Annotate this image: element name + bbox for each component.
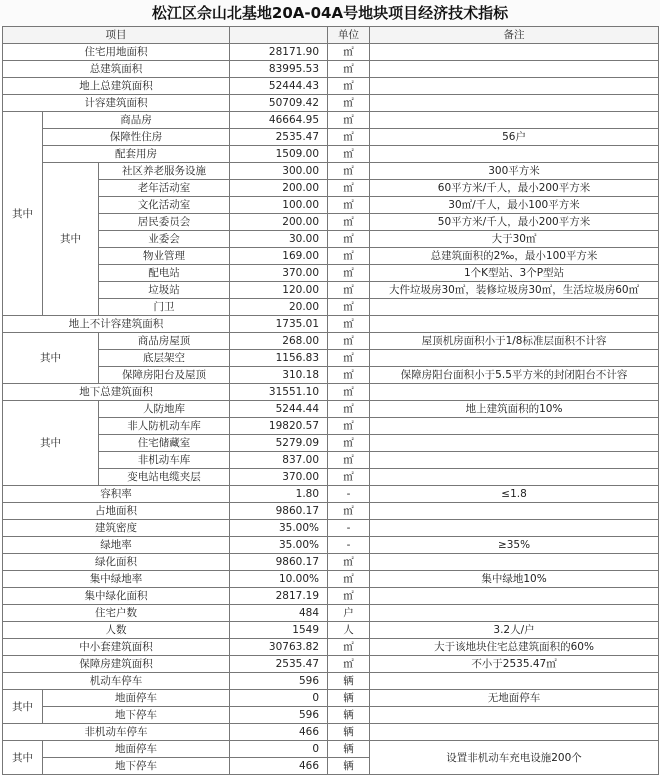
table-row xyxy=(3,486,659,503)
table-row xyxy=(3,520,659,537)
table-row xyxy=(3,452,659,469)
table-row xyxy=(3,78,659,95)
value-cell: 310.18 xyxy=(230,367,328,384)
table-row xyxy=(3,333,659,350)
item-cell: 地下停车 xyxy=(43,758,230,775)
table-row xyxy=(3,554,659,571)
item-cell: 住宅储藏室 xyxy=(99,435,230,452)
note-cell: 总建筑面积的2‰，最小100平方米 xyxy=(370,248,659,265)
table-row xyxy=(3,231,659,248)
unit-cell: ㎡ xyxy=(328,231,370,248)
note-cell xyxy=(370,95,659,112)
unit-cell: ㎡ xyxy=(328,367,370,384)
unit-cell: ㎡ xyxy=(328,503,370,520)
table-row xyxy=(3,537,659,554)
item-cell: 绿化面积 xyxy=(3,554,230,571)
note-cell: 设置非机动车充电设施200个 xyxy=(370,741,659,775)
value-cell: 5244.44 xyxy=(230,401,328,418)
unit-cell: - xyxy=(328,537,370,554)
note-cell xyxy=(370,299,659,316)
value-cell: 1549 xyxy=(230,622,328,639)
table-row xyxy=(3,112,659,129)
note-cell xyxy=(370,452,659,469)
table-row xyxy=(3,265,659,282)
unit-cell: 辆 xyxy=(328,758,370,775)
table-row xyxy=(3,741,659,758)
item-cell: 门卫 xyxy=(99,299,230,316)
value-cell: 1.80 xyxy=(230,486,328,503)
unit-cell: ㎡ xyxy=(328,452,370,469)
table-row xyxy=(3,469,659,486)
item-cell: 商品房屋顶 xyxy=(99,333,230,350)
group-label: 其中 xyxy=(3,690,43,724)
unit-cell: ㎡ xyxy=(328,401,370,418)
item-cell: 计容建筑面积 xyxy=(3,95,230,112)
table-row xyxy=(3,180,659,197)
value-cell: 1156.83 xyxy=(230,350,328,367)
value-cell: 596 xyxy=(230,707,328,724)
table-row xyxy=(3,163,659,180)
table-row xyxy=(3,605,659,622)
value-cell: 9860.17 xyxy=(230,503,328,520)
value-cell: 10.00% xyxy=(230,571,328,588)
note-cell xyxy=(370,418,659,435)
note-cell: 50平方米/千人，最小200平方米 xyxy=(370,214,659,231)
table-row xyxy=(3,401,659,418)
table-row xyxy=(3,146,659,163)
note-cell xyxy=(370,605,659,622)
note-cell xyxy=(370,316,659,333)
item-cell: 垃圾站 xyxy=(99,282,230,299)
note-cell: 30㎡/千人，最小100平方米 xyxy=(370,197,659,214)
value-cell: 2817.19 xyxy=(230,588,328,605)
unit-cell: ㎡ xyxy=(328,146,370,163)
unit-cell: ㎡ xyxy=(328,197,370,214)
unit-cell: ㎡ xyxy=(328,384,370,401)
note-cell: 屋顶机房面积小于1/8标准层面积不计容 xyxy=(370,333,659,350)
item-cell: 中小套建筑面积 xyxy=(3,639,230,656)
unit-cell: ㎡ xyxy=(328,418,370,435)
table-row xyxy=(3,503,659,520)
value-cell: 35.00% xyxy=(230,520,328,537)
unit-cell: ㎡ xyxy=(328,61,370,78)
item-cell: 地面停车 xyxy=(43,741,230,758)
unit-cell: ㎡ xyxy=(328,571,370,588)
item-cell: 人数 xyxy=(3,622,230,639)
unit-cell: - xyxy=(328,486,370,503)
note-cell xyxy=(370,435,659,452)
table-row xyxy=(3,571,659,588)
item-cell: 绿地率 xyxy=(3,537,230,554)
note-cell xyxy=(370,384,659,401)
table-row xyxy=(3,350,659,367)
table-row xyxy=(3,707,659,724)
item-cell: 建筑密度 xyxy=(3,520,230,537)
unit-cell: ㎡ xyxy=(328,554,370,571)
group-label: 其中 xyxy=(3,112,43,316)
unit-cell: 辆 xyxy=(328,724,370,741)
value-cell: 300.00 xyxy=(230,163,328,180)
item-cell: 保障房建筑面积 xyxy=(3,656,230,673)
item-cell: 配套用房 xyxy=(43,146,230,163)
note-cell xyxy=(370,673,659,690)
item-cell: 集中绿化面积 xyxy=(3,588,230,605)
header-value xyxy=(230,27,328,44)
unit-cell: ㎡ xyxy=(328,435,370,452)
item-cell: 占地面积 xyxy=(3,503,230,520)
unit-cell: ㎡ xyxy=(328,44,370,61)
value-cell: 837.00 xyxy=(230,452,328,469)
note-cell: 保障房阳台面积小于5.5平方米的封闭阳台不计容 xyxy=(370,367,659,384)
note-cell xyxy=(370,724,659,741)
unit-cell: ㎡ xyxy=(328,95,370,112)
item-cell: 地面停车 xyxy=(43,690,230,707)
unit-cell: 辆 xyxy=(328,741,370,758)
unit-cell: ㎡ xyxy=(328,112,370,129)
item-cell: 居民委员会 xyxy=(99,214,230,231)
table-row xyxy=(3,197,659,214)
table-row xyxy=(3,384,659,401)
item-cell: 社区养老服务设施 xyxy=(99,163,230,180)
item-cell: 地下停车 xyxy=(43,707,230,724)
item-cell: 地上总建筑面积 xyxy=(3,78,230,95)
item-cell: 业委会 xyxy=(99,231,230,248)
unit-cell: ㎡ xyxy=(328,282,370,299)
item-cell: 住宅用地面积 xyxy=(3,44,230,61)
table-title: 松江区佘山北基地20A-04A号地块项目经济技术指标 xyxy=(0,0,660,26)
value-cell: 31551.10 xyxy=(230,384,328,401)
value-cell: 268.00 xyxy=(230,333,328,350)
table-row xyxy=(3,622,659,639)
note-cell xyxy=(370,112,659,129)
value-cell: 50709.42 xyxy=(230,95,328,112)
note-cell xyxy=(370,44,659,61)
table-row xyxy=(3,248,659,265)
value-cell: 169.00 xyxy=(230,248,328,265)
item-cell: 机动车停车 xyxy=(3,673,230,690)
table-row xyxy=(3,316,659,333)
table-row xyxy=(3,639,659,656)
value-cell: 466 xyxy=(230,758,328,775)
unit-cell: ㎡ xyxy=(328,163,370,180)
table-row xyxy=(3,44,659,61)
note-cell xyxy=(370,503,659,520)
item-cell: 变电站电缆夹层 xyxy=(99,469,230,486)
value-cell: 52444.43 xyxy=(230,78,328,95)
item-cell: 地下总建筑面积 xyxy=(3,384,230,401)
value-cell: 120.00 xyxy=(230,282,328,299)
note-cell xyxy=(370,469,659,486)
value-cell: 30.00 xyxy=(230,231,328,248)
item-cell: 底层架空 xyxy=(99,350,230,367)
value-cell: 100.00 xyxy=(230,197,328,214)
value-cell: 2535.47 xyxy=(230,129,328,146)
note-cell: 地上建筑面积的10% xyxy=(370,401,659,418)
value-cell: 370.00 xyxy=(230,265,328,282)
note-cell xyxy=(370,350,659,367)
note-cell: 大于30㎡ xyxy=(370,231,659,248)
item-cell: 总建筑面积 xyxy=(3,61,230,78)
value-cell: 2535.47 xyxy=(230,656,328,673)
note-cell: ≤1.8 xyxy=(370,486,659,503)
value-cell: 83995.53 xyxy=(230,61,328,78)
value-cell: 0 xyxy=(230,741,328,758)
table-row xyxy=(3,282,659,299)
unit-cell: ㎡ xyxy=(328,214,370,231)
indicator-table xyxy=(2,26,659,775)
header-unit: 单位 xyxy=(328,27,370,44)
note-cell xyxy=(370,520,659,537)
table-row xyxy=(3,656,659,673)
group-label: 其中 xyxy=(3,401,99,486)
header-item: 项目 xyxy=(3,27,230,44)
note-cell xyxy=(370,78,659,95)
note-cell xyxy=(370,554,659,571)
unit-cell: ㎡ xyxy=(328,656,370,673)
value-cell: 484 xyxy=(230,605,328,622)
value-cell: 35.00% xyxy=(230,537,328,554)
unit-cell: ㎡ xyxy=(328,265,370,282)
table-row xyxy=(3,95,659,112)
unit-cell: 辆 xyxy=(328,673,370,690)
header-note: 备注 xyxy=(370,27,659,44)
note-cell: ≥35% xyxy=(370,537,659,554)
table-row xyxy=(3,418,659,435)
item-cell: 地上不计容建筑面积 xyxy=(3,316,230,333)
item-cell: 住宅户数 xyxy=(3,605,230,622)
unit-cell: ㎡ xyxy=(328,129,370,146)
unit-cell: ㎡ xyxy=(328,350,370,367)
value-cell: 370.00 xyxy=(230,469,328,486)
table-row xyxy=(3,129,659,146)
unit-cell: ㎡ xyxy=(328,248,370,265)
item-cell: 集中绿地率 xyxy=(3,571,230,588)
table-row xyxy=(3,61,659,78)
group-label: 其中 xyxy=(43,163,99,316)
note-cell xyxy=(370,707,659,724)
unit-cell: ㎡ xyxy=(328,469,370,486)
value-cell: 20.00 xyxy=(230,299,328,316)
table-row xyxy=(3,435,659,452)
value-cell: 1735.01 xyxy=(230,316,328,333)
unit-cell: ㎡ xyxy=(328,316,370,333)
note-cell: 300平方米 xyxy=(370,163,659,180)
item-cell: 文化活动室 xyxy=(99,197,230,214)
value-cell: 200.00 xyxy=(230,214,328,231)
value-cell: 466 xyxy=(230,724,328,741)
note-cell: 1个K型站、3个P型站 xyxy=(370,265,659,282)
unit-cell: ㎡ xyxy=(328,639,370,656)
value-cell: 30763.82 xyxy=(230,639,328,656)
value-cell: 200.00 xyxy=(230,180,328,197)
unit-cell: ㎡ xyxy=(328,333,370,350)
table-row xyxy=(3,214,659,231)
value-cell: 596 xyxy=(230,673,328,690)
item-cell: 非人防机动车库 xyxy=(99,418,230,435)
value-cell: 9860.17 xyxy=(230,554,328,571)
table-row xyxy=(3,367,659,384)
item-cell: 容积率 xyxy=(3,486,230,503)
unit-cell: ㎡ xyxy=(328,180,370,197)
value-cell: 5279.09 xyxy=(230,435,328,452)
item-cell: 非机动车库 xyxy=(99,452,230,469)
unit-cell: ㎡ xyxy=(328,588,370,605)
value-cell: 28171.90 xyxy=(230,44,328,61)
value-cell: 46664.95 xyxy=(230,112,328,129)
header-row xyxy=(3,27,659,44)
unit-cell: 人 xyxy=(328,622,370,639)
group-label: 其中 xyxy=(3,741,43,775)
unit-cell: - xyxy=(328,520,370,537)
table-row xyxy=(3,690,659,707)
table-row xyxy=(3,588,659,605)
table-row xyxy=(3,299,659,316)
item-cell: 人防地库 xyxy=(99,401,230,418)
note-cell: 大件垃圾房30㎡，装修垃圾房30㎡，生活垃圾房60㎡ xyxy=(370,282,659,299)
group-label: 其中 xyxy=(3,333,99,384)
table-row xyxy=(3,724,659,741)
note-cell: 大于该地块住宅总建筑面积的60% xyxy=(370,639,659,656)
value-cell: 0 xyxy=(230,690,328,707)
item-cell: 配电站 xyxy=(99,265,230,282)
unit-cell: 辆 xyxy=(328,690,370,707)
unit-cell: ㎡ xyxy=(328,78,370,95)
note-cell xyxy=(370,146,659,163)
note-cell: 60平方米/千人，最小200平方米 xyxy=(370,180,659,197)
item-cell: 保障性住房 xyxy=(43,129,230,146)
item-cell: 商品房 xyxy=(43,112,230,129)
note-cell xyxy=(370,588,659,605)
note-cell: 集中绿地10% xyxy=(370,571,659,588)
item-cell: 物业管理 xyxy=(99,248,230,265)
table-row xyxy=(3,673,659,690)
note-cell: 无地面停车 xyxy=(370,690,659,707)
value-cell: 19820.57 xyxy=(230,418,328,435)
note-cell: 不小于2535.47㎡ xyxy=(370,656,659,673)
note-cell xyxy=(370,61,659,78)
note-cell: 56户 xyxy=(370,129,659,146)
item-cell: 保障房阳台及屋顶 xyxy=(99,367,230,384)
unit-cell: 户 xyxy=(328,605,370,622)
item-cell: 非机动车停车 xyxy=(3,724,230,741)
value-cell: 1509.00 xyxy=(230,146,328,163)
item-cell: 老年活动室 xyxy=(99,180,230,197)
note-cell: 3.2人/户 xyxy=(370,622,659,639)
unit-cell: 辆 xyxy=(328,707,370,724)
unit-cell: ㎡ xyxy=(328,299,370,316)
